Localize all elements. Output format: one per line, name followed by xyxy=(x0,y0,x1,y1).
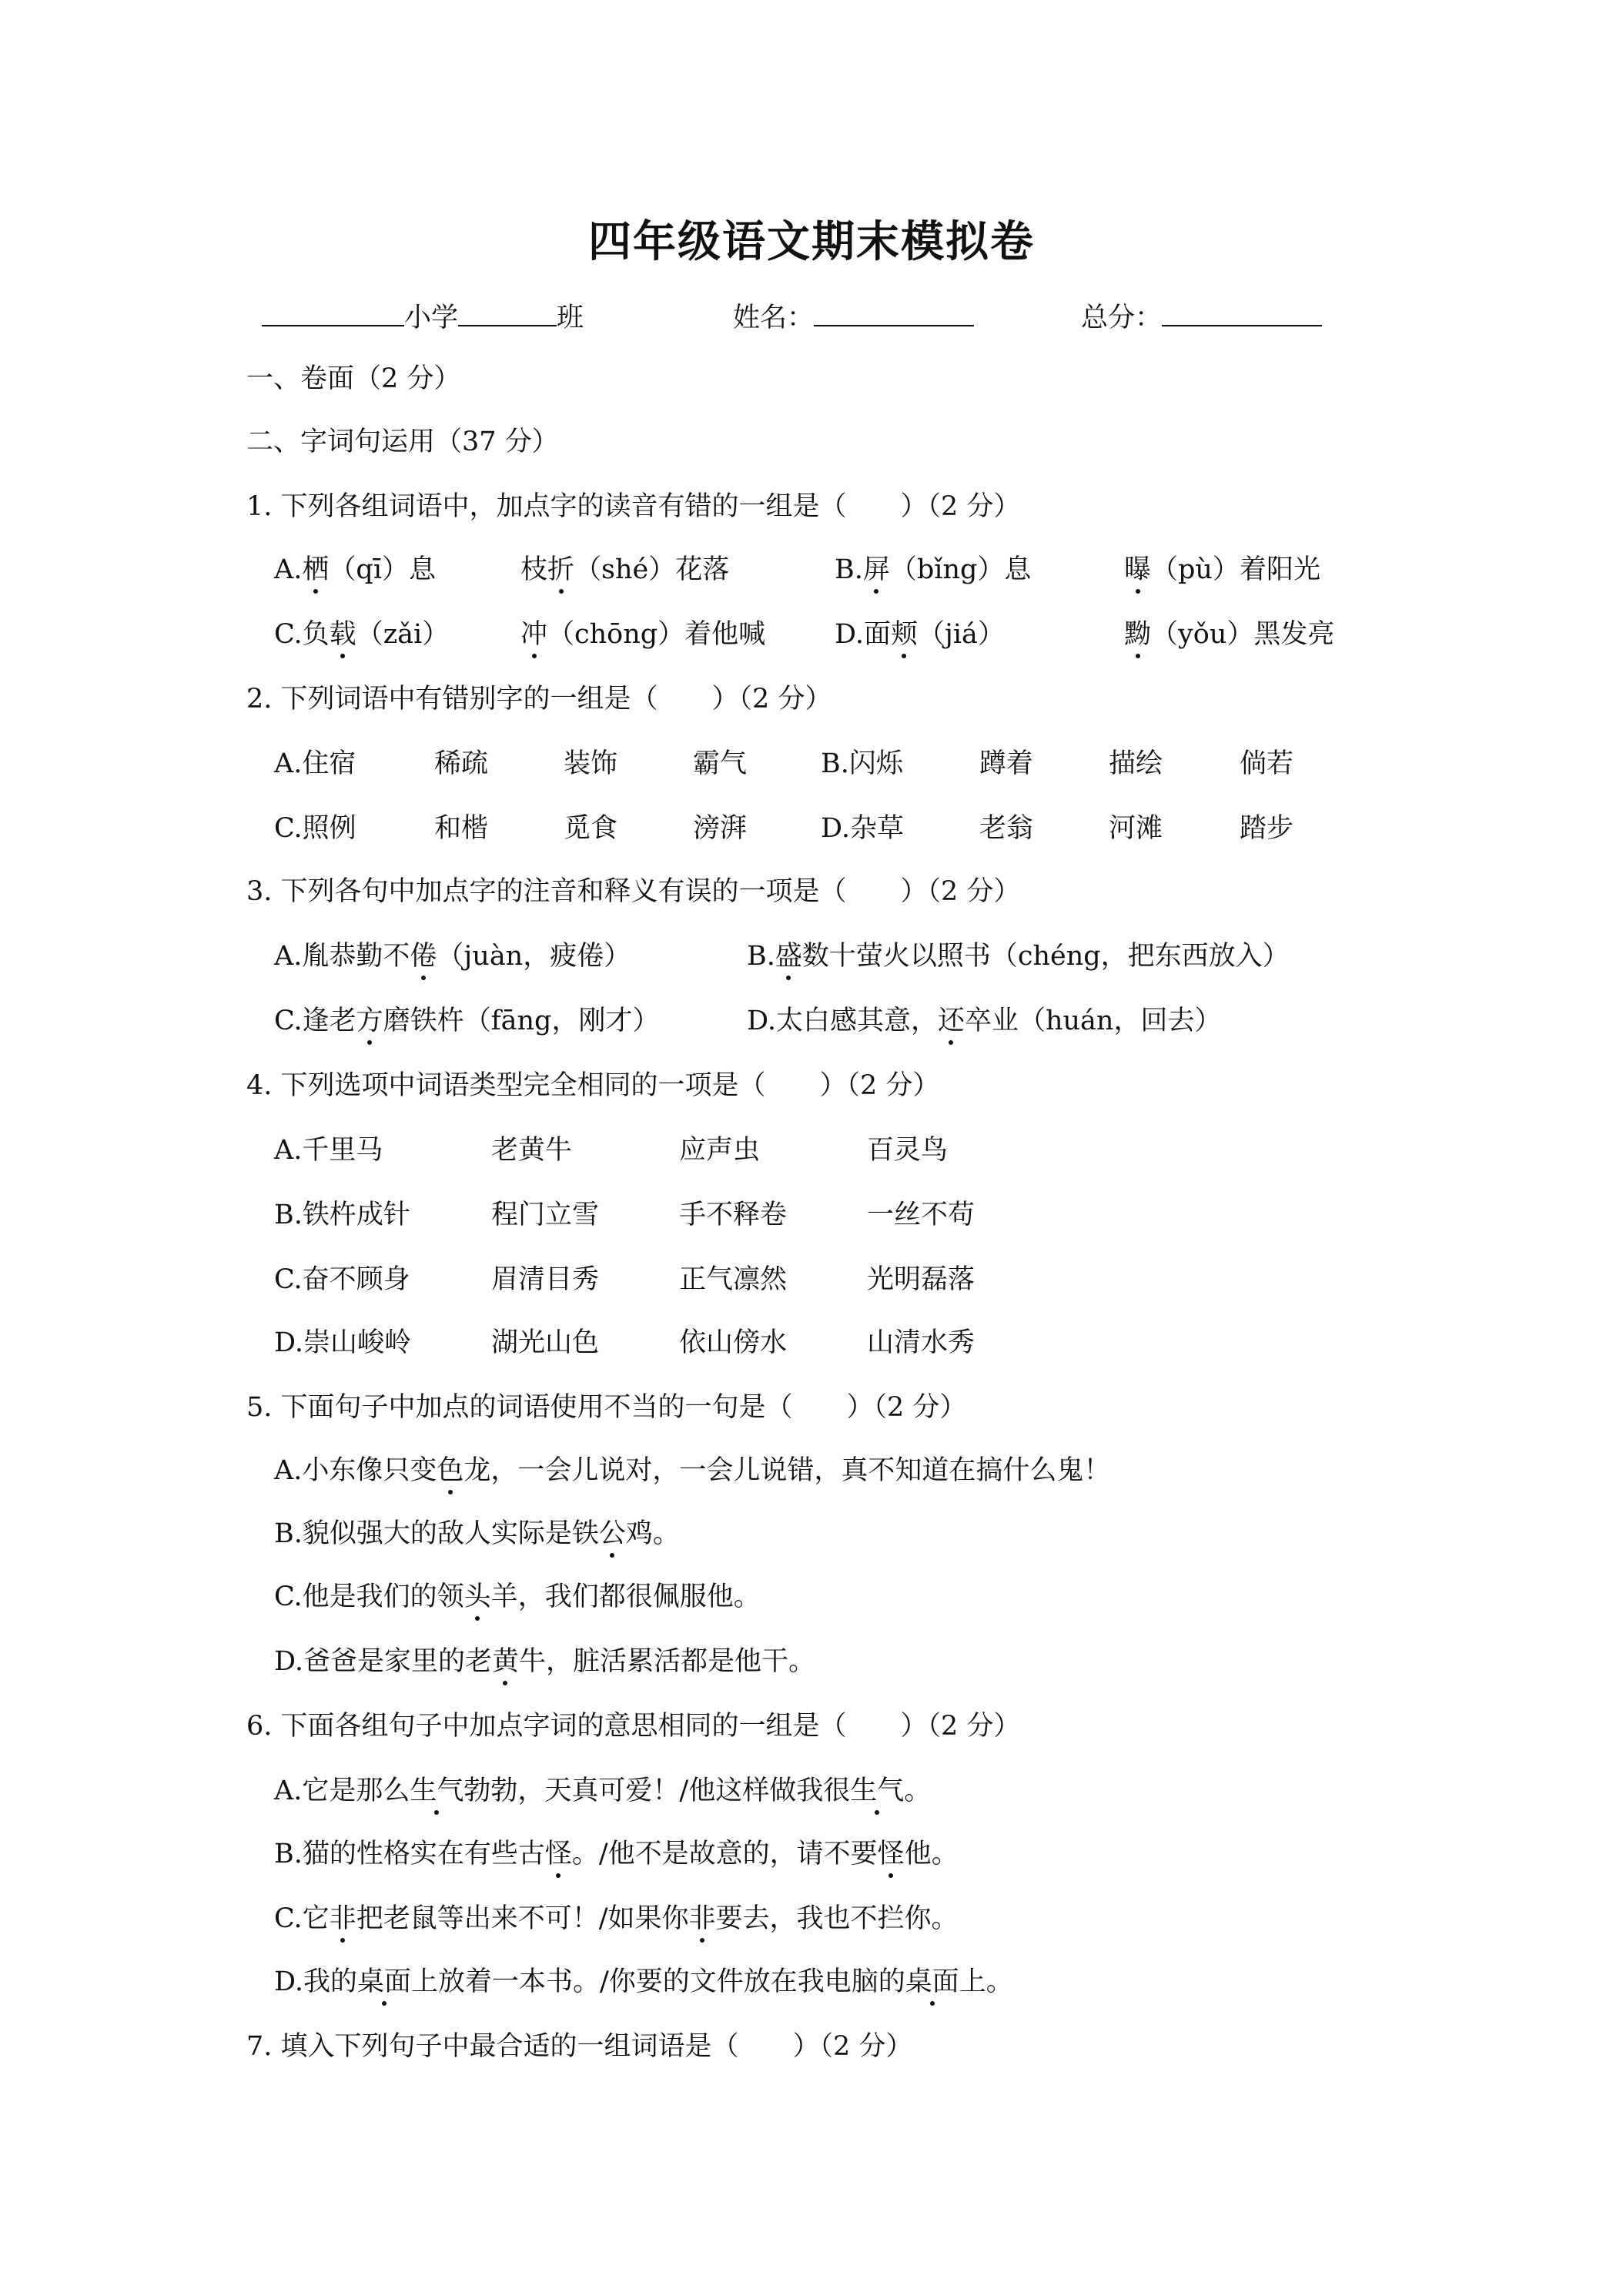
score-blank[interactable] xyxy=(1162,297,1322,326)
q5-option-b: B.貌似强大的敌人实际是铁公鸡。 xyxy=(274,1518,680,1549)
q4-word: 手不释卷 xyxy=(679,1200,788,1230)
emphasis-char: 屏 xyxy=(862,554,890,585)
q3-option-d: D.太白感其意，还卒业（huán，回去） xyxy=(747,1006,1222,1036)
q1-option-a-1: A.栖（qī）息 xyxy=(274,554,437,585)
question-6-stem: 6. 下面各组句子中加点字词的意思相同的一组是（ ）（2 分） xyxy=(246,1711,1021,1742)
q2-word: B.闪烁 xyxy=(821,748,903,779)
q4-word: A.千里马 xyxy=(274,1135,383,1166)
q1-option-b-1: B.屏（bǐng）息 xyxy=(835,554,1032,585)
q2-word: D.杂草 xyxy=(821,813,904,844)
q1-option-d-2: 黝（yǒu）黑发亮 xyxy=(1124,619,1335,650)
emphasis-char: 冲 xyxy=(520,619,548,650)
emphasis-word: 非 xyxy=(329,1903,356,1934)
emphasis-char: 方 xyxy=(356,1006,383,1036)
q3-option-c: C.逢老方磨铁杵（fāng，刚才） xyxy=(274,1006,660,1036)
emphasis-word: 铁公鸡 xyxy=(571,1518,653,1549)
q4-word: 眉清目秀 xyxy=(491,1264,600,1295)
q3-option-b: B.盛数十萤火以照书（chéng，把东西放入） xyxy=(747,941,1290,972)
emphasis-word: 变色龙 xyxy=(410,1455,491,1486)
emphasis-char: 黝 xyxy=(1124,619,1152,650)
q6-option-c: C.它非把老鼠等出来不可！/如果你非要去，我也不拦你。 xyxy=(274,1903,959,1934)
question-1-stem: 1. 下列各组词语中，加点字的读音有错的一组是（ ）（2 分） xyxy=(246,491,1021,522)
q1-option-d-1: D.面颊（jiá） xyxy=(835,619,1005,650)
emphasis-word: 非 xyxy=(688,1903,716,1934)
emphasis-word: 领头羊 xyxy=(437,1581,518,1612)
q4-word: 山清水秀 xyxy=(867,1327,975,1358)
question-3-stem: 3. 下列各句中加点字的注音和释义有误的一项是（ ）（2 分） xyxy=(246,876,1021,907)
name-field xyxy=(733,297,974,331)
q4-word: 光明磊落 xyxy=(867,1264,975,1295)
q2-word: 河滩 xyxy=(1109,813,1163,844)
q2-word: 描绘 xyxy=(1109,748,1163,779)
emphasis-char: 颊 xyxy=(890,619,918,650)
q4-word: 正气凛然 xyxy=(679,1264,788,1295)
q2-word: 滂湃 xyxy=(693,813,748,844)
q4-word: 湖光山色 xyxy=(491,1327,600,1358)
emphasis-char: 盛 xyxy=(775,941,802,972)
emphasis-char: 载 xyxy=(329,619,356,650)
q1-option-c-2: 冲（chōng）着他喊 xyxy=(520,619,766,650)
school-blank[interactable] xyxy=(262,297,404,326)
score-label: 总分： xyxy=(1081,303,1163,333)
q4-word: 应声虫 xyxy=(679,1135,761,1166)
q5-option-c: C.他是我们的领头羊，我们都很佩服他。 xyxy=(274,1581,761,1612)
q2-word: A.住宿 xyxy=(274,748,356,779)
q5-option-d: D.爸爸是家里的老黄牛，脏活累活都是他干。 xyxy=(274,1646,815,1677)
emphasis-word: 桌面 xyxy=(356,1966,411,1997)
q4-word: 程门立雪 xyxy=(491,1200,600,1230)
q4-word: 依山傍水 xyxy=(679,1327,788,1358)
q2-word: C.照例 xyxy=(274,813,356,844)
emphasis-char: 栖 xyxy=(302,554,330,585)
question-5-stem: 5. 下面句子中加点的词语使用不当的一句是（ ）（2 分） xyxy=(246,1392,967,1423)
section-1-heading: 一、卷面（2 分） xyxy=(246,363,461,394)
q1-option-b-2: 曝（pù）着阳光 xyxy=(1124,554,1320,585)
q2-word: 踏步 xyxy=(1240,813,1294,844)
q1-option-c-1: C.负载（zǎi） xyxy=(274,619,450,650)
q4-word: 百灵鸟 xyxy=(867,1135,949,1166)
page-title: 四年级语文期末模拟卷 xyxy=(588,217,1035,267)
question-4-stem: 4. 下列选项中词语类型完全相同的一项是（ ）（2 分） xyxy=(246,1070,940,1101)
q4-word: 一丝不苟 xyxy=(867,1200,975,1230)
emphasis-char: 倦 xyxy=(410,941,437,972)
q2-word: 稀疏 xyxy=(434,748,489,779)
q1-option-a-2: 枝折（shé）花落 xyxy=(520,554,730,585)
emphasis-word: 怪 xyxy=(544,1839,572,1869)
emphasis-char: 曝 xyxy=(1124,554,1152,585)
q5-option-a: A.小东像只变色龙，一会儿说对，一会儿说错，真不知道在搞什么鬼！ xyxy=(274,1455,1111,1486)
q2-word: 蹲着 xyxy=(979,748,1034,779)
question-7-stem: 7. 填入下列句子中最合适的一组词语是（ ）（2 分） xyxy=(246,2031,913,2062)
q4-word: D.崇山峻岭 xyxy=(274,1327,411,1358)
q4-word: 老黄牛 xyxy=(491,1135,573,1166)
q4-word: C.奋不顾身 xyxy=(274,1264,410,1295)
section-2-heading: 二、字词句运用（37 分） xyxy=(246,427,559,457)
score-field xyxy=(1081,297,1322,331)
q6-option-a: A.它是那么生气勃勃，天真可爱！/他这样做我很生气。 xyxy=(274,1776,932,1806)
q2-word: 和楷 xyxy=(434,813,489,844)
q6-option-b: B.猫的性格实在有些古怪。/他不是故意的，请不要怪他。 xyxy=(274,1839,959,1869)
question-2-stem: 2. 下列词语中有错别字的一组是（ ）（2 分） xyxy=(246,684,832,715)
class-blank[interactable] xyxy=(458,297,557,326)
q3-option-a: A.胤恭勤不倦（juàn，疲倦） xyxy=(274,941,631,972)
school-suffix: 小学 xyxy=(404,303,459,333)
q2-word: 觅食 xyxy=(564,813,618,844)
q4-word: B.铁杵成针 xyxy=(274,1200,410,1230)
emphasis-word: 生气 xyxy=(850,1776,905,1806)
q2-word: 霸气 xyxy=(693,748,748,779)
name-blank[interactable] xyxy=(814,297,974,326)
emphasis-char: 还 xyxy=(937,1006,965,1036)
q2-word: 倘若 xyxy=(1240,748,1294,779)
name-label: 姓名： xyxy=(733,303,815,333)
q2-word: 老翁 xyxy=(979,813,1034,844)
emphasis-word: 生气 xyxy=(410,1776,464,1806)
emphasis-word: 怪 xyxy=(877,1839,905,1869)
q2-word: 装饰 xyxy=(564,748,618,779)
emphasis-word: 老黄牛 xyxy=(464,1646,546,1677)
emphasis-word: 桌面 xyxy=(905,1966,959,1997)
school-class-field xyxy=(262,297,584,331)
q6-option-d: D.我的桌面上放着一本书。/你要的文件放在我电脑的桌面上。 xyxy=(274,1966,1013,1997)
class-suffix: 班 xyxy=(557,303,584,333)
emphasis-char: 折 xyxy=(547,554,575,585)
